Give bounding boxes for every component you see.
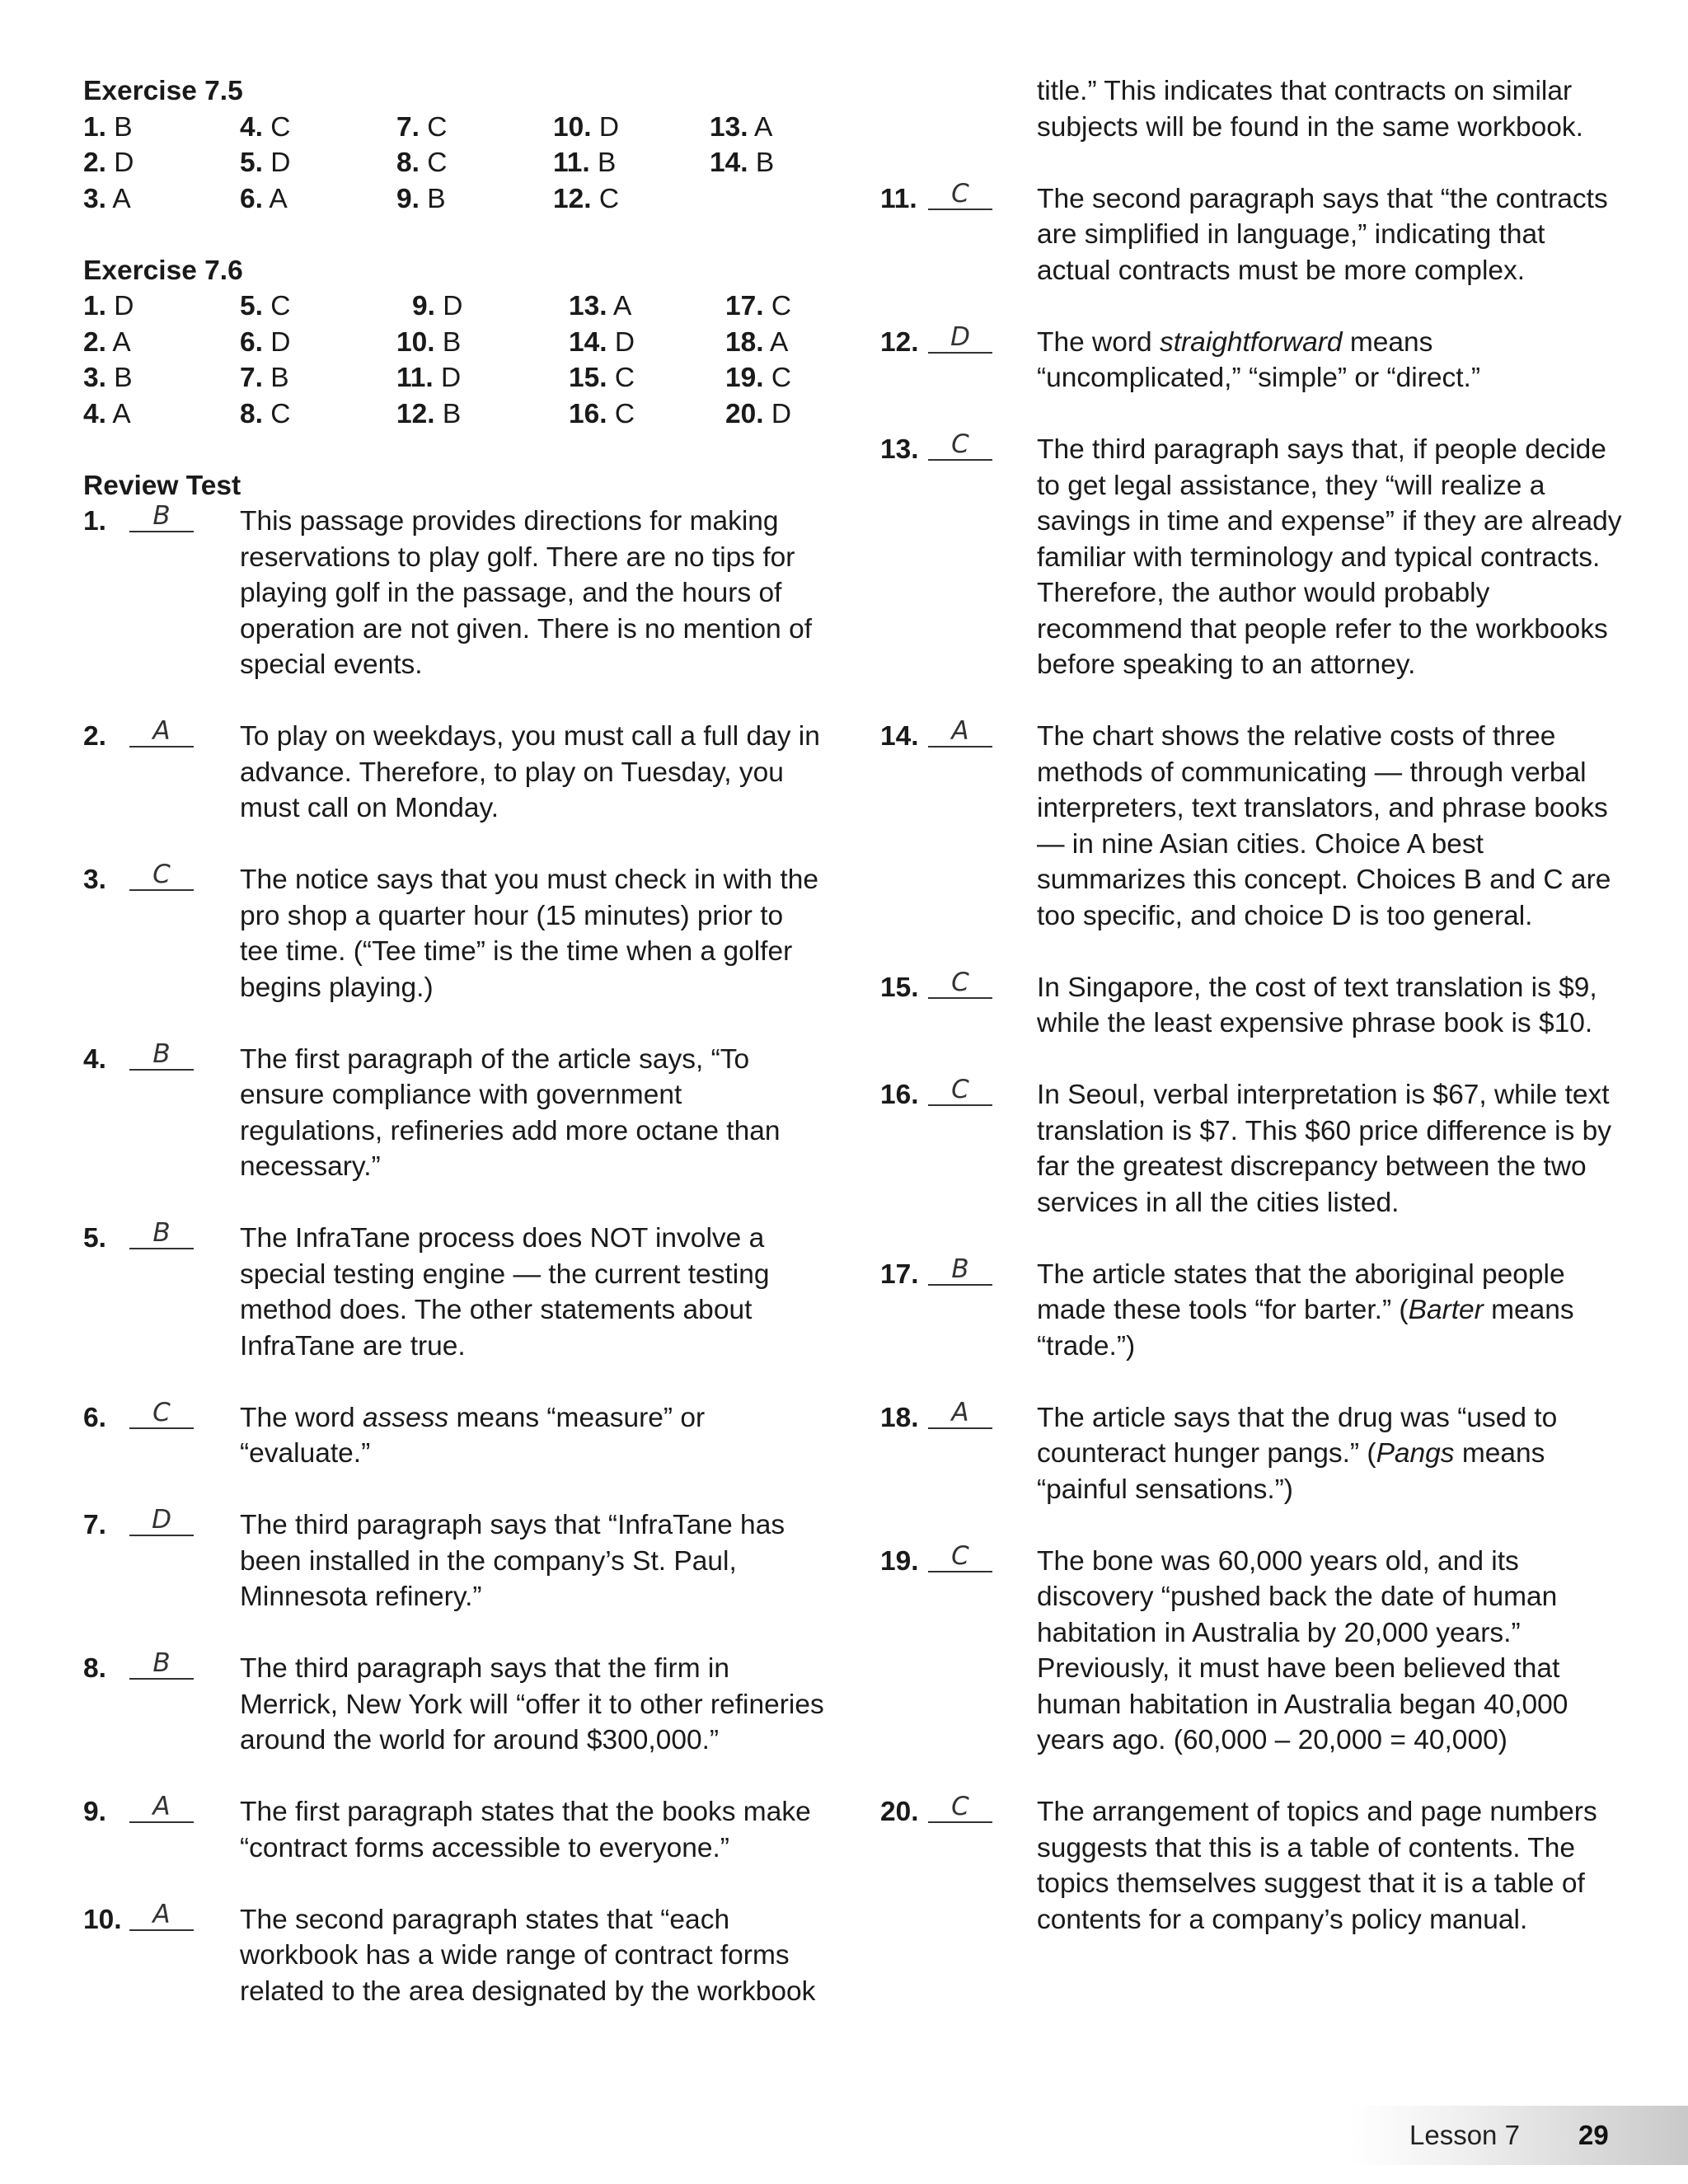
answer-cell — [83, 145, 240, 181]
handwritten-answer: C — [152, 1397, 171, 1427]
handwritten-answer: C — [951, 429, 969, 459]
review-item — [880, 1540, 1622, 1759]
answer-blank — [129, 1794, 240, 1830]
question-number: 11. — [553, 148, 590, 178]
review-item-explanation: The second paragraph says that “the contracts are simplified in language,” indicating that actual contracts must be more complex. — [1037, 183, 1608, 286]
answer-cell — [240, 288, 396, 325]
handwritten-answer: C — [951, 1075, 969, 1104]
review-item-number: 5. — [83, 1223, 106, 1254]
exercise-7-6-answer-grid — [83, 288, 824, 432]
question-number: 11. — [396, 363, 434, 393]
question-number: 15. — [569, 363, 607, 393]
review-item-explanation — [240, 1400, 825, 1472]
answer-cell — [83, 288, 240, 325]
review-item-explanation — [1037, 1257, 1622, 1365]
answer-letter: A — [112, 183, 131, 214]
answer-blank — [928, 716, 1037, 755]
answer-cell — [710, 110, 809, 146]
answer-cell — [240, 181, 396, 218]
review-item-explanation: The third paragraph says that the firm in Merrick, New York will “offer it to other refineries around the world for around $300,000.” — [240, 1653, 824, 1755]
answer-row — [83, 396, 824, 433]
left-column — [83, 73, 825, 2009]
answer-cell — [569, 325, 725, 361]
handwritten-answer: C — [951, 1540, 969, 1571]
answer-blank — [928, 429, 1037, 468]
review-item-number: 8. — [83, 1653, 106, 1684]
review-item — [880, 967, 1622, 1042]
answer-cell — [725, 288, 824, 325]
question-number: 4. — [240, 111, 263, 143]
answer-cell — [710, 145, 809, 181]
review-item — [83, 1397, 825, 1472]
answer-letter: B — [598, 148, 617, 178]
answer-letter: A — [112, 398, 131, 429]
answer-blank — [129, 1507, 240, 1544]
review-item-number: 17. — [880, 1258, 919, 1290]
review-item-explanation: The third paragraph says that “InfraTane has been installed in the company’s St. Paul, Minnesota refinery.” — [240, 1510, 785, 1612]
explanation-text: The word — [240, 1402, 363, 1433]
review-item-explanation — [1037, 1400, 1622, 1508]
question-number: 1. — [83, 291, 106, 321]
handwritten-answer: A — [152, 1792, 171, 1821]
review-item-explanation: The first paragraph states that the books make “contract forms accessible to everyone.” — [240, 1797, 811, 1863]
review-item — [83, 1648, 825, 1759]
review-item — [880, 1254, 1622, 1365]
answer-letter: A — [770, 326, 789, 358]
answer-letter: D — [443, 291, 463, 321]
question-number: 9. — [396, 183, 420, 214]
answer-cell — [396, 396, 569, 433]
answer-row — [83, 145, 809, 181]
answer-cell — [396, 288, 569, 325]
answer-letter: D — [114, 291, 134, 321]
answer-row — [83, 110, 809, 146]
question-number: 17. — [725, 291, 764, 321]
answer-cell — [569, 360, 725, 396]
answer-letter: C — [614, 363, 635, 393]
answer-letter: C — [771, 363, 792, 393]
review-item-explanation: In Seoul, verbal interpretation is $67, while text translation is $7. This $60 price difference is by far the greatest discrepancy between the two services in all the cities listed. — [1037, 1080, 1612, 1218]
review-item — [83, 1218, 825, 1364]
answer-blank — [928, 1254, 1037, 1293]
answer-cell — [83, 396, 240, 433]
answer-letter: B — [270, 363, 289, 393]
review-item-number: 3. — [83, 865, 106, 895]
answer-letter: D — [441, 363, 462, 393]
answer-row — [83, 325, 824, 361]
answer-letter: D — [771, 398, 792, 429]
review-test-items-right — [880, 73, 1622, 1938]
answer-cell — [240, 325, 396, 361]
review-item — [880, 178, 1622, 289]
answer-cell — [83, 325, 240, 361]
question-number: 12. — [396, 398, 435, 429]
review-item-explanation: The first paragraph of the article says, “To ensure compliance with government regulations, refineries add more octane than necessary.” — [240, 1043, 781, 1182]
answer-letter: C — [270, 111, 291, 143]
answer-letter: A — [269, 183, 288, 214]
review-item-explanation: The bone was 60,000 years old, and its discovery “pushed back the date of human habitation in Australia by 20,000 years.” Previously, it must have been believed that human habitation in Australia began 40,000 years ago. (60,000 – 20,000 = 40,000) — [1037, 1545, 1568, 1755]
answer-cell — [553, 110, 710, 146]
answer-blank — [129, 1648, 240, 1687]
explanation-italic: Pangs — [1376, 1438, 1455, 1469]
review-item — [880, 1794, 1622, 1938]
explanation-text: The article states that the aboriginal people made these tools “for barter.” ( — [1037, 1258, 1565, 1325]
answer-letter: D — [598, 111, 620, 143]
review-item-explanation: The notice says that you must check in with the pro shop a quarter hour (15 minutes) prior to tee time. (“Tee time” is the time when a golfer begins playing.) — [240, 865, 818, 1003]
question-number: 13. — [569, 291, 607, 321]
answer-blank — [928, 1077, 1037, 1113]
review-item — [83, 501, 825, 683]
review-item — [880, 429, 1622, 683]
question-number: 13. — [710, 111, 748, 143]
answer-cell — [396, 360, 569, 396]
page-number: 29 — [1578, 2120, 1609, 2150]
question-number: 1. — [83, 111, 106, 143]
review-item — [83, 1507, 825, 1615]
question-number: 6. — [240, 326, 263, 358]
question-number: 16. — [569, 398, 607, 429]
answer-letter: C — [427, 111, 448, 143]
question-number: 20. — [725, 398, 764, 429]
review-item-explanation: The arrangement of topics and page numbers suggests that this is a table of contents. The topics themselves suggest that it is a table of contents for a company’s policy manual. — [1037, 1797, 1597, 1935]
review-item-number: 20. — [880, 1797, 919, 1827]
review-test-title: Review Test — [83, 470, 241, 501]
answer-cell — [240, 110, 396, 146]
answer-cell — [83, 181, 240, 218]
question-number: 4. — [83, 398, 106, 429]
explanation-italic: assess — [362, 1402, 449, 1433]
review-item-explanation: This passage provides directions for making reservations to play golf. There are no tips for playing golf in the passage, and the hours of operation are not given. There is no mention of special events. — [240, 506, 813, 680]
answer-letter: C — [270, 291, 291, 321]
review-item-number: 19. — [880, 1545, 919, 1577]
answer-cell — [725, 325, 824, 361]
review-item-number: 9. — [83, 1797, 106, 1827]
answer-letter: C — [270, 398, 291, 429]
explanation-italic: Barter — [1408, 1295, 1484, 1325]
answer-blank — [928, 1397, 1037, 1436]
review-item — [83, 1794, 825, 1866]
review-item-explanation: In Singapore, the cost of text translation is $9, while the least expensive phrase book is $10. — [1037, 972, 1597, 1038]
question-number: 5. — [240, 148, 263, 178]
answer-blank — [928, 967, 1037, 1006]
review-item-number: 16. — [880, 1080, 919, 1110]
explanation-text: The article says that the drug was “used to counteract hunger pangs.” ( — [1037, 1402, 1558, 1469]
handwritten-answer: C — [951, 1792, 969, 1821]
answer-letter: B — [442, 326, 462, 358]
question-number: 5. — [240, 291, 263, 321]
answer-letter: C — [427, 148, 448, 178]
explanation-text: means “painful sensations.”) — [1037, 1438, 1545, 1505]
handwritten-answer: B — [951, 1254, 969, 1284]
question-number: 10. — [396, 326, 435, 358]
answer-cell — [396, 181, 553, 218]
review-item-number: 10. — [83, 1904, 122, 1935]
review-item-number: 13. — [880, 434, 919, 465]
review-item — [83, 716, 825, 827]
handwritten-answer: C — [951, 967, 969, 997]
handwritten-answer: A — [152, 1899, 171, 1929]
handwritten-answer: B — [152, 501, 171, 531]
handwritten-answer: C — [152, 860, 171, 889]
answer-letter: D — [270, 326, 291, 358]
answer-cell — [569, 396, 725, 433]
explanation-italic: straightforward — [1159, 326, 1343, 358]
handwritten-answer: A — [951, 716, 969, 746]
answer-row — [83, 181, 809, 218]
exercise-7-5-title: Exercise 7.5 — [83, 76, 243, 106]
question-number: 8. — [396, 148, 420, 178]
answer-blank — [129, 862, 240, 898]
exercise-7-6-title: Exercise 7.6 — [83, 255, 243, 286]
exercise-7-5-answer-grid — [83, 110, 809, 218]
answer-cell — [83, 360, 240, 396]
review-item — [880, 1397, 1622, 1508]
question-number: 18. — [725, 326, 764, 358]
answer-blank — [129, 1397, 240, 1436]
answer-blank — [928, 178, 1037, 218]
question-number: 2. — [83, 326, 106, 358]
review-item — [880, 1077, 1622, 1221]
question-number: 19. — [725, 363, 764, 393]
handwritten-answer: B — [152, 1038, 171, 1069]
explanation-text: means “uncomplicated,” “simple” or “direct.” — [1037, 326, 1480, 393]
answer-letter: B — [114, 363, 133, 393]
explanation-text: The word — [1037, 326, 1160, 358]
review-item-number: 12. — [880, 326, 919, 358]
review-item-explanation: The chart shows the relative costs of three methods of communicating — through verbal interpreters, text translators, and phrase books — in nine Asian cities. Choice A best summarizes this concept. Choices B and C are too specific, and choice D is too general. — [1037, 721, 1611, 931]
review-item — [83, 1899, 825, 2010]
answer-blank — [129, 1038, 240, 1078]
answer-row — [83, 360, 824, 396]
review-item-explanation: To play on weekdays, you must call a full day in advance. Therefore, to play on Tuesday, you must call on Monday. — [240, 721, 820, 823]
review-test-items-left — [83, 501, 825, 2009]
answer-letter: A — [112, 326, 131, 358]
review-item-number: 15. — [880, 972, 919, 1003]
answer-cell — [396, 325, 569, 361]
question-number: 3. — [83, 183, 106, 214]
answer-blank — [928, 1540, 1037, 1580]
question-number: 10. — [553, 111, 592, 143]
answer-blank — [129, 1899, 240, 1938]
review-item-number: 7. — [83, 1510, 106, 1540]
review-item-number: 6. — [83, 1402, 106, 1433]
handwritten-answer: B — [152, 1648, 171, 1678]
answer-cell — [396, 145, 553, 181]
answer-letter: A — [613, 291, 632, 321]
review-item-number: 14. — [880, 721, 919, 752]
answer-cell — [240, 145, 396, 181]
review-item — [880, 321, 1622, 396]
answer-cell — [396, 110, 553, 146]
answer-cell — [725, 396, 824, 433]
review-item — [83, 862, 825, 1005]
answer-blank — [129, 716, 240, 755]
answer-letter: B — [755, 148, 775, 178]
answer-cell — [553, 181, 710, 218]
answer-blank — [129, 501, 240, 540]
handwritten-answer: B — [152, 1218, 171, 1248]
explanation-text: means “trade.”) — [1037, 1295, 1574, 1361]
review-item-number: 18. — [880, 1402, 919, 1433]
question-number: 12. — [553, 183, 592, 214]
answer-cell — [83, 110, 240, 146]
review-item-number: 2. — [83, 721, 106, 752]
answer-letter: C — [598, 183, 620, 214]
explanation-text: means “measure” or “evaluate.” — [240, 1402, 706, 1469]
answer-blank — [928, 1794, 1037, 1830]
answer-letter: C — [614, 398, 635, 429]
question-number: 2. — [83, 148, 106, 178]
review-item-explanation: The second paragraph states that “each workbook has a wide range of contract forms related to the area designated by the workbook — [240, 1904, 816, 2007]
answer-cell — [569, 288, 725, 325]
handwritten-answer: D — [152, 1505, 171, 1535]
answer-cell — [553, 145, 710, 181]
handwritten-answer: A — [951, 1397, 969, 1427]
review-item — [880, 716, 1622, 934]
question-number: 14. — [569, 326, 607, 358]
right-column — [880, 73, 1622, 1938]
review-item — [83, 1038, 825, 1185]
answer-cell — [240, 396, 396, 433]
question-number: 7. — [396, 111, 420, 143]
handwritten-answer: A — [152, 716, 171, 746]
question-number: 3. — [83, 363, 106, 393]
footer-lesson: Lesson 7 — [1409, 2120, 1520, 2150]
review-item-explanation: The third paragraph says that, if people decide to get legal assistance, they “will realize a savings in time and expense” if they are already familiar with terminology and typical contracts. Therefore, the author would probably recommend that people refer to the workbooks before speaking to an attorney. — [1037, 434, 1622, 680]
answer-letter: D — [270, 148, 291, 178]
answer-letter: C — [771, 291, 792, 321]
answer-letter: A — [754, 111, 773, 143]
answer-blank — [928, 321, 1037, 361]
answer-letter: B — [114, 111, 133, 143]
question-number: 9. — [412, 291, 435, 321]
question-number: 7. — [240, 363, 263, 393]
question-number: 14. — [710, 148, 748, 178]
answer-row — [83, 288, 824, 325]
handwritten-answer: D — [950, 321, 970, 352]
answer-cell — [725, 360, 824, 396]
handwritten-answer: C — [951, 178, 969, 209]
answer-cell — [240, 360, 396, 396]
question-number: 6. — [240, 183, 263, 214]
review-item-number: 1. — [83, 506, 106, 537]
question-number: 8. — [240, 398, 263, 429]
review-item-continuation: title.” This indicates that contracts on similar subjects will be found in the same workbook. — [1037, 76, 1583, 143]
answer-cell — [710, 181, 809, 218]
answer-blank — [129, 1218, 240, 1257]
review-item-number: 4. — [83, 1043, 106, 1075]
answer-letter: D — [614, 326, 635, 358]
review-item-explanation — [1037, 325, 1622, 396]
answer-letter: B — [442, 398, 462, 429]
answer-letter: B — [427, 183, 446, 214]
review-item-explanation: The InfraTane process does NOT involve a special testing engine — the current testing method does. The other statements about InfraTane are true. — [240, 1223, 770, 1361]
footer-bar — [1352, 2106, 1688, 2165]
review-item-number: 11. — [880, 183, 917, 214]
answer-letter: D — [114, 148, 134, 178]
